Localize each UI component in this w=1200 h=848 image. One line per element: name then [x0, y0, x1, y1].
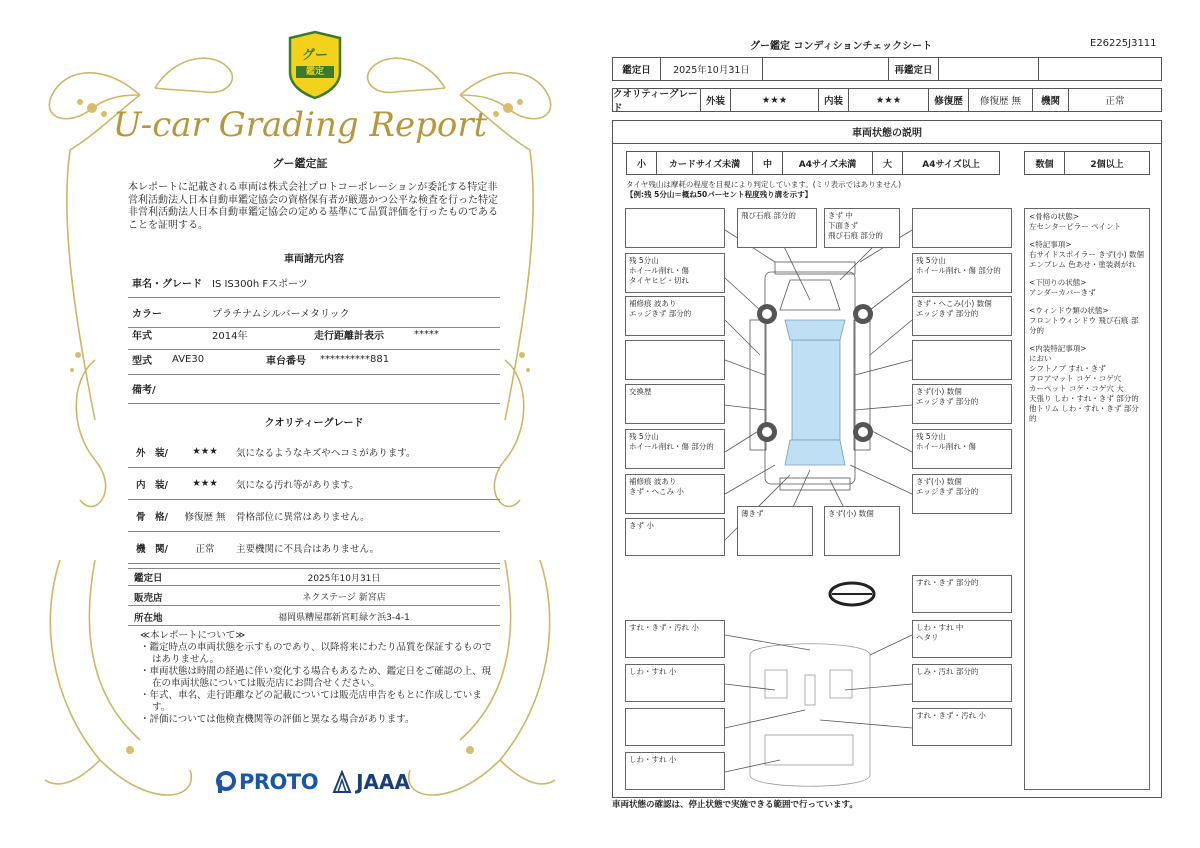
count-value: 2個以上 [1090, 159, 1124, 170]
cert-date-row [128, 568, 500, 586]
redate-blank [1039, 58, 1161, 80]
spec-row-name [128, 268, 500, 298]
note-group-title: <特記事項> [1029, 240, 1072, 249]
note-group-title: <ウィンドウ類の状態> [1029, 306, 1109, 315]
exterior-comment-box: きず 小 [625, 518, 725, 556]
exterior-comment-box: 補修痕 波あり きず・へこみ 小 [625, 474, 725, 514]
date-label: 鑑定日 [613, 58, 661, 80]
legend-key: 小 [627, 152, 657, 174]
grade-label: 骨 格/ [136, 511, 168, 523]
engine-value: 正常 [1105, 96, 1125, 107]
exterior-comment-box: きず(小) 数個 [824, 506, 900, 556]
grade-label: 内 装/ [136, 479, 168, 491]
condition-check-sheet [600, 0, 1200, 848]
exterior-label: 外装 [701, 89, 731, 111]
grade-row-exterior [128, 436, 500, 468]
exterior-comment-box: きず(小) 数個 エッジきず 部分的 [912, 474, 1012, 514]
legend-key: 中 [753, 152, 783, 174]
exterior-comment-box [625, 208, 725, 248]
exterior-comment-box: 薄きず [737, 506, 813, 556]
condition-notes-panel [1024, 208, 1150, 790]
legend-value: A4サイズ未満 [783, 152, 873, 174]
interior-comment-box: すれ・きず 部分的 [912, 575, 1012, 613]
grade-row-frame [128, 500, 500, 532]
address-row [128, 608, 500, 626]
name-value: IS IS300h Fスポーツ [212, 279, 308, 290]
cert-title: グー鑑定証 [272, 157, 328, 170]
report-title-script: U-car Grading Report [112, 105, 488, 145]
proto-logo-text: PROTO [239, 770, 319, 794]
model-value: AVE30 [172, 354, 205, 365]
quality-title: クオリティーグレード [264, 418, 364, 429]
quality-label: クオリティーグレード [613, 89, 701, 111]
tire-note-line: 【例:残 5分山＝概ね50パーセント程度残り溝を示す】 [626, 189, 813, 199]
jaaa-logo-icon [332, 770, 352, 794]
note-item: ・年式、車名、走行距離などの記載については販売店申告をもとに作成しています。 [140, 690, 482, 713]
quality-row [612, 88, 1162, 112]
shop-label: 販売店 [134, 592, 163, 604]
grade-row-interior [128, 468, 500, 500]
note-item: ・評価については他検査機関等の評価と異なる場合があります。 [140, 714, 415, 725]
color-label: カラー [132, 309, 162, 320]
chassis-label: 車台番号 [266, 356, 306, 367]
grade-value: ★★★ [192, 478, 218, 489]
exterior-comment-box: きず 中 下面きず 飛び石痕 部分的 [824, 208, 900, 248]
exterior-comment-box: きず・へこみ(小) 数個 エッジきず 部分的 [912, 296, 1012, 336]
goo-badge-icon [290, 32, 340, 98]
remarks-label: 備考/ [132, 385, 156, 396]
repair-label: 修復歴 [929, 89, 969, 111]
cert-date-label: 鑑定日 [134, 573, 163, 584]
model-label: 型式 [132, 356, 152, 367]
address-label: 所在地 [134, 612, 163, 624]
report-notes [140, 630, 500, 726]
note-group-title: <下回りの状態> [1029, 278, 1087, 287]
date-row [612, 57, 1162, 81]
note-group-body: フロントウィンドウ 飛び石痕 部分的 [1029, 316, 1139, 335]
note-group-interior [1029, 344, 1145, 424]
legend-key: 大 [873, 152, 903, 174]
sheet-title: グー鑑定 コンディションチェックシート [750, 41, 933, 52]
legend-value: A4サイズ以上 [922, 159, 980, 170]
badge-top-text: グー [301, 48, 328, 63]
redate-value [939, 58, 1039, 80]
grade-value: 正常 [195, 543, 215, 555]
note-group-frame [1029, 212, 1145, 232]
engine-label: 機関 [1033, 89, 1069, 111]
grade-label: 機 関/ [136, 543, 168, 555]
notes-title: ≪本レポートについて≫ [140, 630, 246, 641]
exterior-comment-box: 残 5分山 ホイール削れ・傷 [912, 429, 1012, 469]
sheet-code: E26225J3111 [1090, 38, 1157, 49]
note-group-underbody [1029, 278, 1145, 298]
name-label: 車名・グレード [132, 279, 202, 290]
grade-desc: 気になる汚れ等があります。 [236, 479, 359, 491]
cert-date-value: 2025年10月31日 [307, 573, 381, 584]
grade-row-engine [128, 532, 500, 564]
interior-label: 内装 [819, 89, 849, 111]
grade-desc: 主要機関に不具合はありません。 [236, 543, 380, 555]
interior-comment-box: しみ・汚れ 部分的 [912, 664, 1012, 702]
exterior-comment-box: きず(小) 数個 エッジきず 部分的 [912, 384, 1012, 424]
note-group-body: におい シフトノブ すれ・きず フロアマット コゲ・コゲ穴 カーペット コゲ・コゲ穴 大 天張り しわ・すれ・きず 部分的 他トリム しわ・すれ・きず 部分的 [1029, 354, 1139, 423]
count-label: 数個 [1025, 152, 1065, 174]
note-group-body: アンダーカバーきず [1029, 288, 1096, 297]
exterior-comment-box [625, 340, 725, 380]
redate-label: 再鑑定日 [889, 58, 939, 80]
count-legend [1024, 151, 1150, 175]
exterior-comment-box: 飛び石痕 部分的 [737, 208, 817, 248]
interior-comment-box: すれ・きず・汚れ 小 [625, 620, 725, 658]
note-item: ・車両状態は時間の経過に伴い変化する場合もあるため、鑑定日をご確認の上、現在の車両状態については販売店にお問合せください。 [140, 666, 492, 689]
interior-value: ★★★ [849, 89, 929, 111]
note-group-body: 左センターピラー ペイント [1029, 222, 1122, 231]
shop-row [128, 588, 500, 606]
chassis-value: **********881 [320, 354, 390, 365]
proto-logo-icon [215, 770, 237, 794]
note-item: ・鑑定時点の車両状態を示すものであり、以降将来にわたり品質を保証するものではありません。 [140, 642, 492, 665]
interior-comment-box: しわ・すれ 小 [625, 664, 725, 702]
exterior-comment-box [912, 340, 1012, 380]
repair-value: 修復歴 無 [969, 89, 1033, 111]
interior-comment-box: すれ・きず・汚れ 小 [912, 708, 1012, 746]
date-blank [763, 58, 889, 80]
spec-row-model [128, 345, 500, 375]
legend-value: カードサイズ未満 [657, 152, 753, 174]
cert-statement: 本レポートに記載される車両は株式会社プロトコーポレーションが委託する特定非営利活動法人日本自動車鑑定協会の資格保有者が厳選かつ公平な検査を行った特定非営利活動法人日本自動車鑑定協会の定める基準にて品質評価を行ったものであることを証明する。 [128, 182, 498, 231]
size-legend [626, 151, 1000, 175]
date-value: 2025年10月31日 [661, 58, 763, 80]
exterior-value: ★★★ [731, 89, 819, 111]
exterior-comment-box: 残 5分山 ホイール削れ・傷 部分的 [912, 253, 1012, 293]
note-group-title: <内装特記事項> [1029, 344, 1087, 353]
grade-desc: 気になるようなキズやヘコミがあります。 [236, 447, 416, 459]
spec-row-remarks [128, 374, 500, 404]
year-value: 2014年 [212, 331, 248, 342]
note-group-title: <骨格の状態> [1029, 212, 1080, 221]
partner-logos [215, 770, 410, 794]
shop-value: ネクステージ 新宮店 [302, 593, 386, 603]
color-value: プラチナムシルバーメタリック [212, 309, 350, 320]
grade-desc: 骨格部位に異常はありません。 [236, 511, 370, 523]
exterior-comment-box: 残 5分山 ホイール削れ・傷 部分的 [625, 429, 725, 469]
mileage-label: 走行距離計表示 [314, 331, 384, 342]
grade-value: ★★★ [192, 446, 218, 457]
interior-comment-box: しわ・すれ 中 ヘタリ [912, 620, 1012, 658]
exterior-comment-box [912, 208, 1012, 248]
tire-note [626, 180, 901, 199]
badge-bottom-text: 鑑定 [305, 67, 324, 77]
specs-title: 車両諸元内容 [284, 254, 344, 265]
grade-value: 修復歴 無 [184, 511, 226, 523]
note-group-windows [1029, 306, 1145, 336]
exterior-comment-box: 交換歴 [625, 384, 725, 424]
mileage-value: ***** [414, 329, 439, 340]
address-value: 福岡県糟屋郡新宮町緑ケ浜3-4-1 [278, 613, 410, 623]
condition-title: 車両状態の説明 [612, 120, 1162, 144]
note-group-body: 右サイドスポイラー きず(小) 数個 エンブレム 色あせ・塗装剥がれ [1029, 250, 1145, 269]
interior-comment-box [625, 708, 725, 746]
exterior-comment-box: 残 5分山 ホイール削れ・傷 タイヤヒビ・切れ [625, 253, 725, 293]
grade-label: 外 装/ [136, 447, 168, 459]
jaaa-logo-text: JAAA [356, 770, 410, 794]
tire-note-line: タイヤ残山は摩耗の程度を目視により判定しています。(ミリ表示ではありません) [626, 180, 902, 189]
exterior-comment-box: 補修痕 波あり エッジきず 部分的 [625, 296, 725, 336]
sheet-footer: 車両状態の確認は、停止状態で実施できる範囲で行っています。 [612, 800, 858, 810]
interior-comment-box: しわ・すれ 小 [625, 752, 725, 790]
year-label: 年式 [132, 331, 152, 342]
note-group-special [1029, 240, 1145, 270]
